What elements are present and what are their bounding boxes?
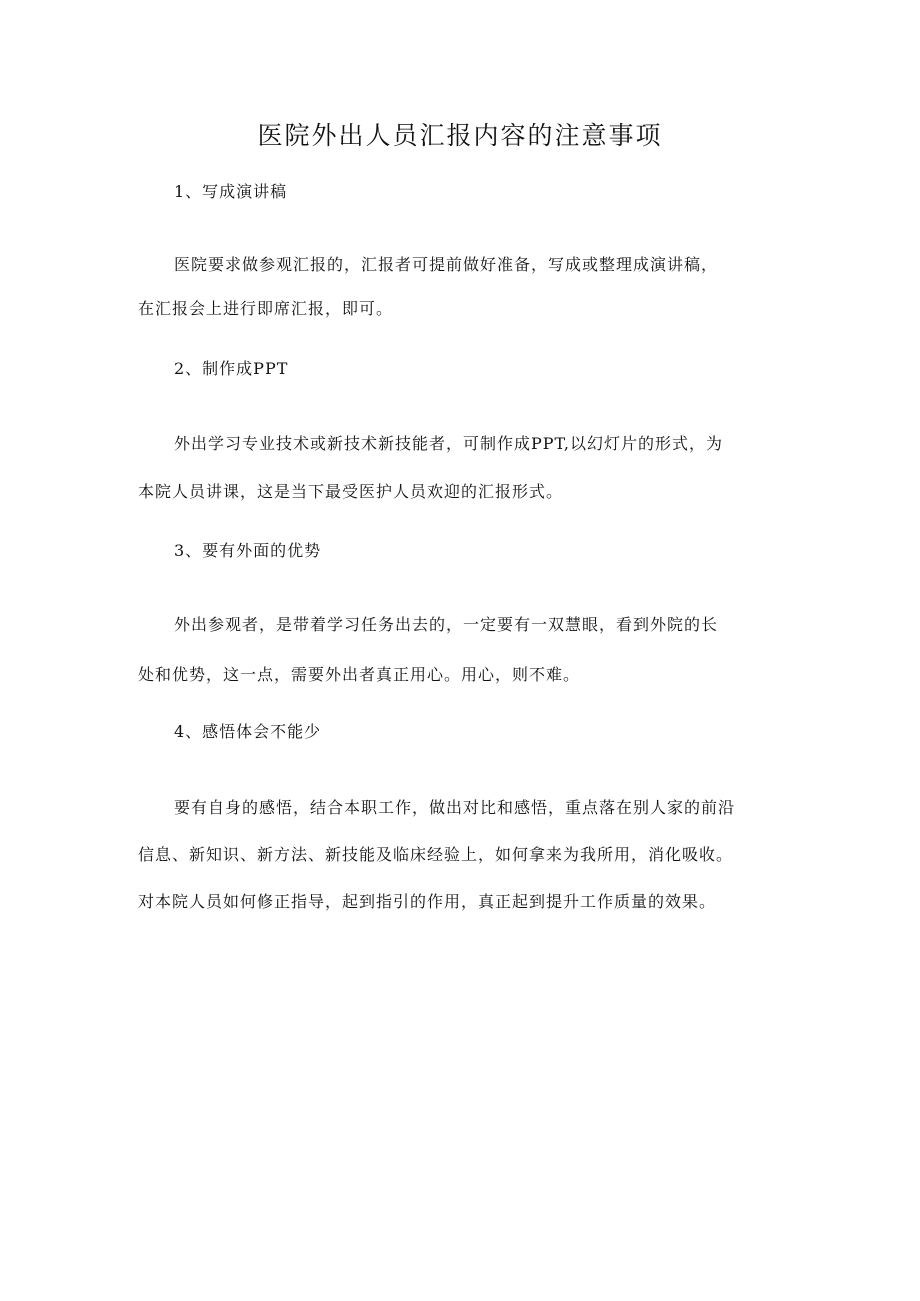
paragraph-line: 外出参观者，是带着学习任务出去的，一定要有一双慧眼，看到外院的长 bbox=[174, 615, 719, 634]
section-paragraph-3 bbox=[138, 613, 818, 687]
section-heading-4: 4、感悟体会不能少 bbox=[174, 722, 322, 741]
section-paragraph-1 bbox=[138, 253, 818, 321]
paragraph-line: 外出学习专业技术或新技术新技能者，可制作成PPT,以幻灯片的形式，为 bbox=[174, 434, 723, 453]
section-heading-3: 3、要有外面的优势 bbox=[174, 541, 322, 560]
paragraph-line: 本院人员讲课，这是当下最受医护人员欢迎的汇报形式。 bbox=[138, 482, 564, 501]
paragraph-line: 在汇报会上进行即席汇报，即可。 bbox=[138, 299, 394, 318]
paragraph-line: 要有自身的感悟，结合本职工作，做出对比和感悟，重点落在别人家的前沿 bbox=[174, 798, 736, 817]
document-title: 医院外出人员汇报内容的注意事项 bbox=[257, 121, 663, 150]
section-heading-1: 1、写成演讲稿 bbox=[174, 182, 288, 201]
paragraph-line: 对本院人员如何修正指导，起到指引的作用，真正起到提升工作质量的效果。 bbox=[138, 892, 717, 911]
section-paragraph-2 bbox=[138, 432, 818, 504]
paragraph-line: 信息、新知识、新方法、新技能及临床经验上，如何拿来为我所用，消化吸收。 bbox=[138, 845, 734, 864]
section-paragraph-4 bbox=[138, 796, 818, 914]
section-heading-2: 2、制作成PPT bbox=[174, 359, 289, 378]
paragraph-line: 处和优势，这一点，需要外出者真正用心。用心，则不难。 bbox=[138, 665, 581, 684]
paragraph-line: 医院要求做参观汇报的，汇报者可提前做好准备，写成或整理成演讲稿， bbox=[174, 255, 719, 274]
